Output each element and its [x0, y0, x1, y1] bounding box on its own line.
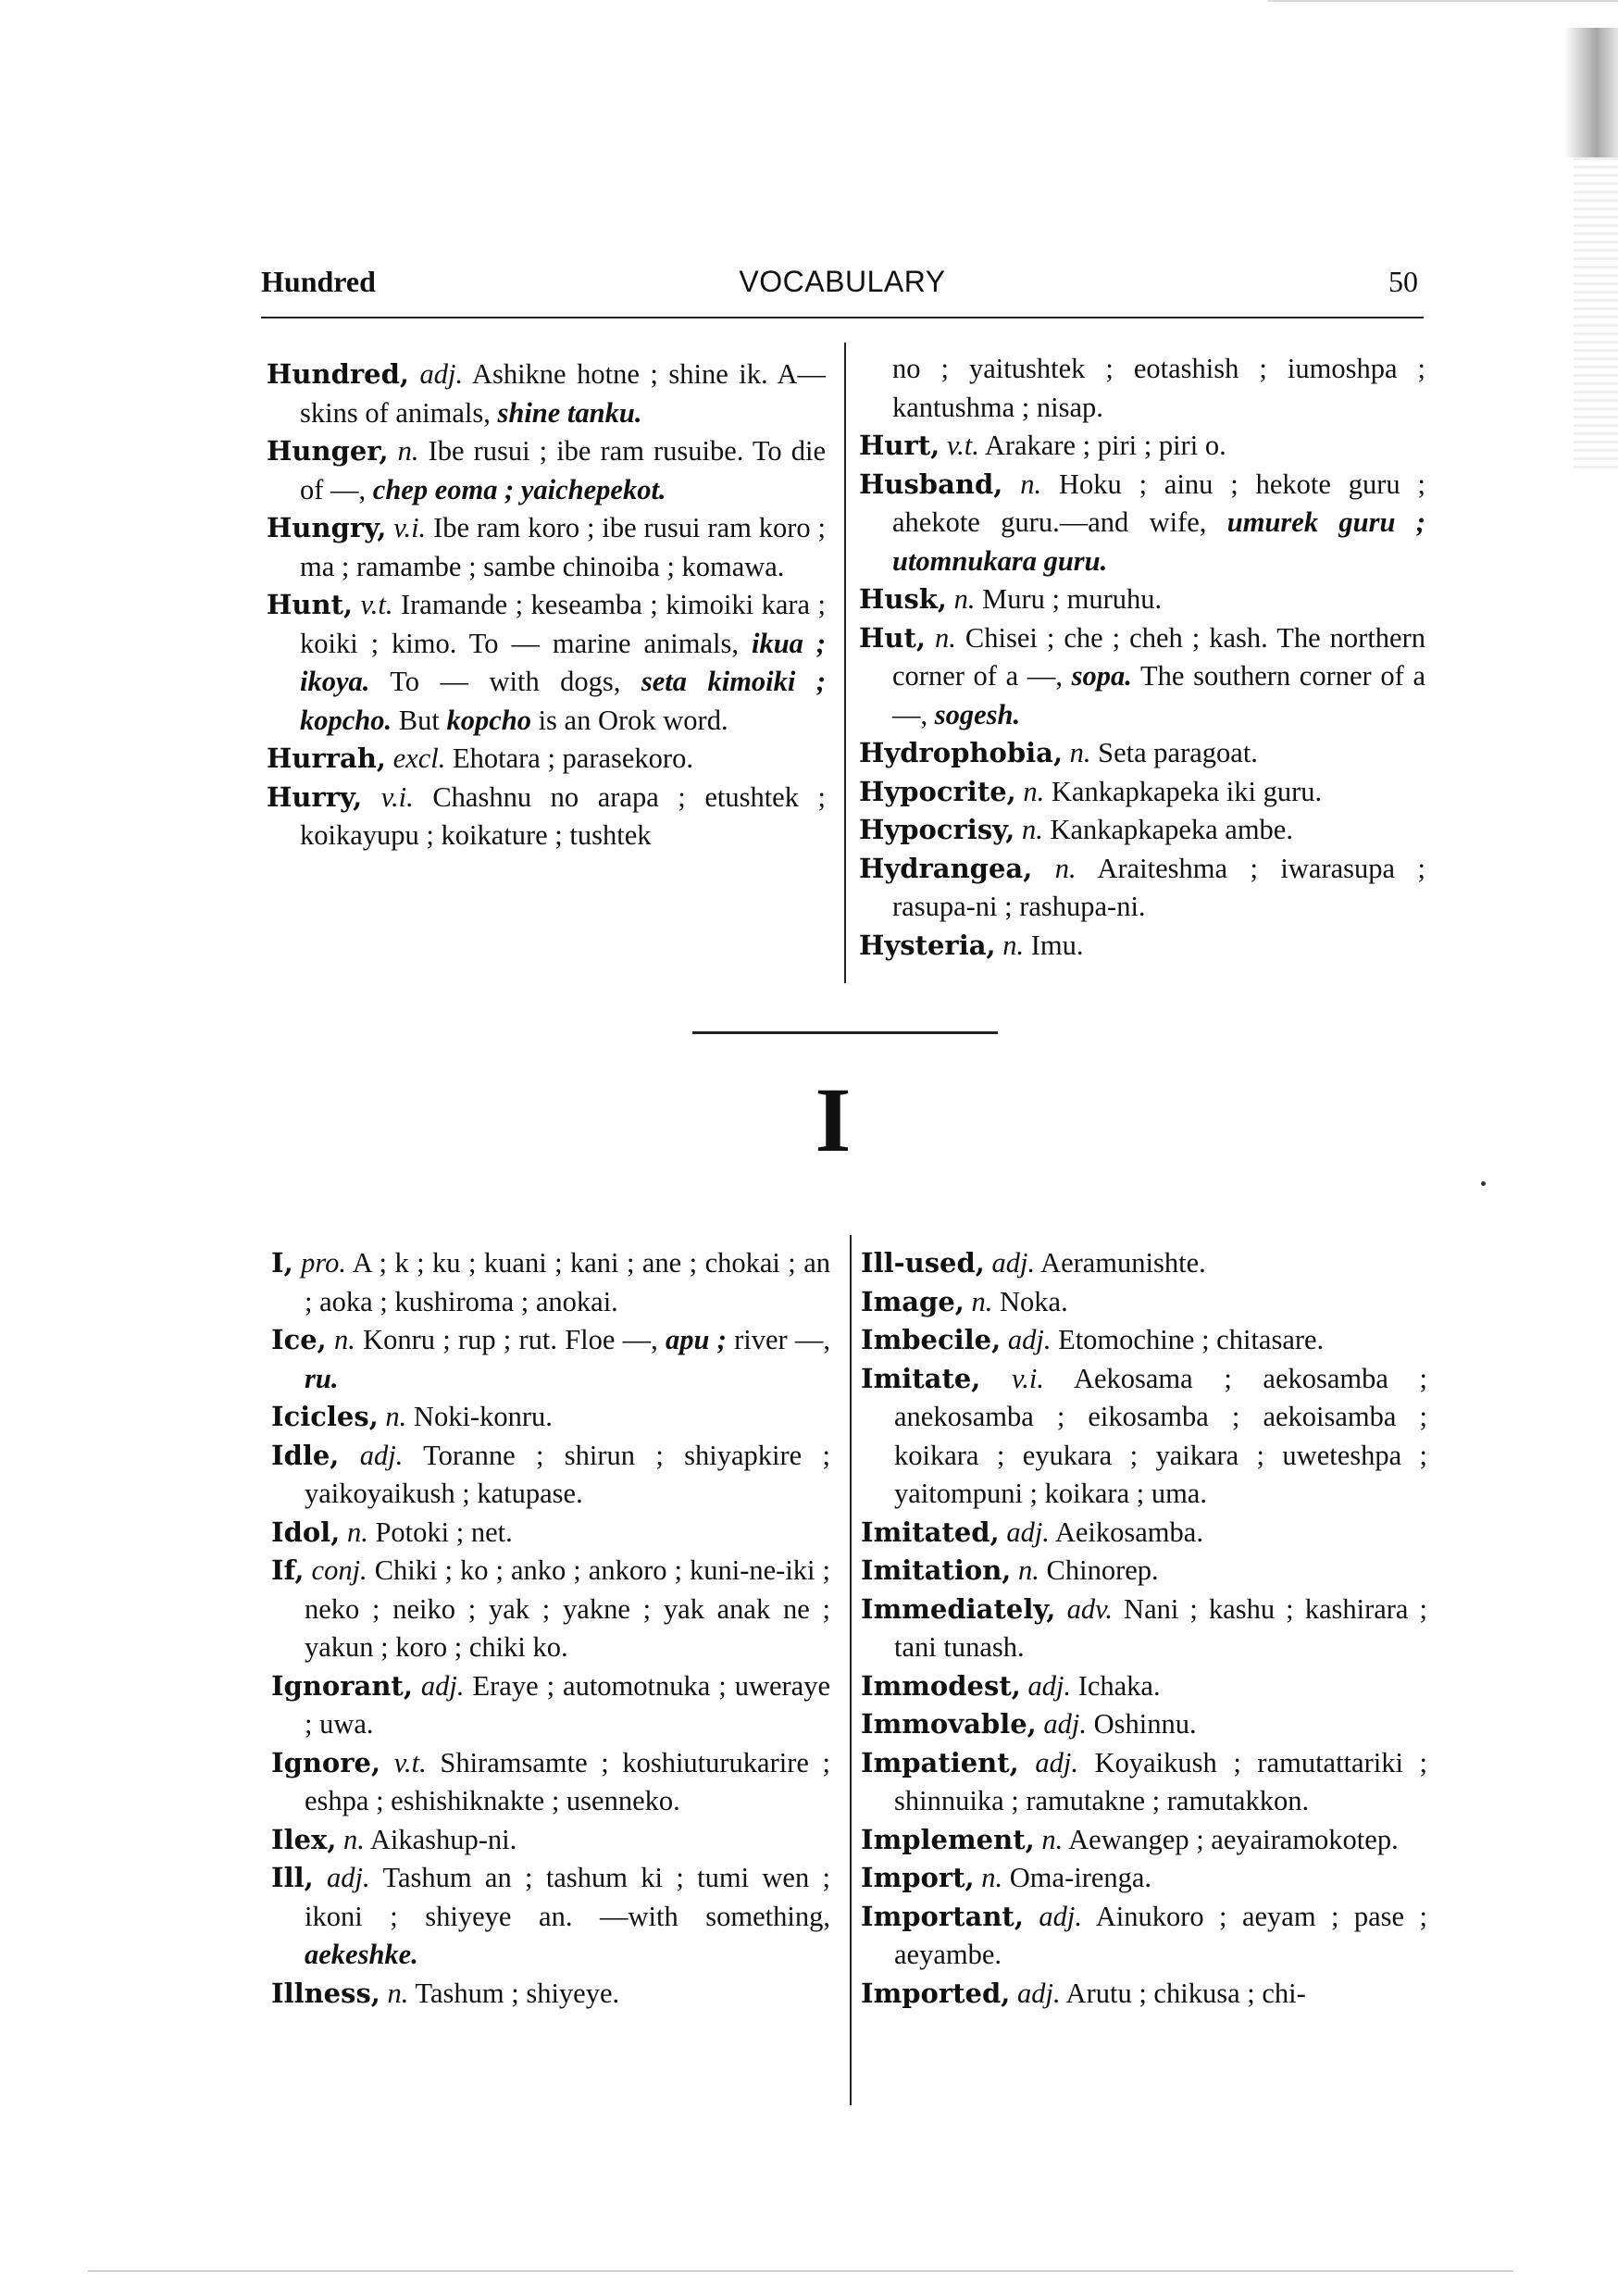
column-divider: [850, 1235, 852, 2105]
entry-text: [1063, 737, 1070, 768]
dictionary-entry: [861, 1552, 1427, 1591]
entry-headword: Hungry,: [267, 512, 387, 543]
entry-headword: Hurrah,: [267, 742, 387, 774]
entry-text: Chiki ; ko ; anko ; ankoro ; kuni-ne-iki ; neko ; neiko ; yak ; yakne ; yak anak ne ; yakun ; koro ; chiki ko.: [305, 1554, 831, 1663]
entry-text: [1032, 853, 1054, 884]
entry-headword: Implement,: [861, 1823, 1035, 1855]
entry-text: Araiteshma ; iwarasupa ; rasupa-ni ; rashupa-ni.: [892, 852, 1425, 922]
entry-part-of-speech: n.: [334, 1324, 355, 1355]
entry-part-of-speech: pro.: [301, 1247, 346, 1279]
entry-headword: Ilex,: [271, 1823, 337, 1855]
scan-bottom-line: [88, 2270, 1513, 2272]
dictionary-entry: [267, 586, 826, 740]
column-3: [271, 1244, 830, 2013]
entry-headword: Imbecile,: [861, 1324, 1002, 1355]
dictionary-entry: [271, 1859, 830, 1975]
dictionary-entry: [861, 1283, 1427, 1322]
entry-text: Chinorep.: [1039, 1554, 1159, 1586]
entry-text: [336, 1824, 343, 1855]
entry-text: Ainukoro ; aeyam ; pase ; aeyambe.: [894, 1900, 1427, 1970]
entry-headword: Husband,: [859, 468, 1003, 500]
running-head-title: VOCABULARY: [739, 265, 946, 298]
entry-headword: Idol,: [271, 1516, 341, 1548]
entry-part-of-speech: conj.: [311, 1554, 367, 1586]
entry-text: Toranne ; shirun ; shiyapkire ; yaikoyaikush ; katupase.: [305, 1439, 831, 1509]
entry-text: Eraye ; automotnuka ; uweraye ; uwa.: [305, 1669, 830, 1740]
entry-part-of-speech: n.: [1002, 929, 1025, 961]
entry-part-of-speech: adj.: [1007, 1324, 1052, 1355]
entry-headword: I,: [271, 1247, 293, 1279]
entry-part-of-speech: v.t.: [393, 1746, 427, 1778]
dictionary-entry: [861, 1591, 1427, 1667]
dictionary-entry: [859, 350, 1425, 427]
entry-headword: Illness,: [271, 1977, 380, 2009]
entry-part-of-speech: n.: [1023, 775, 1045, 807]
entry-text: [327, 1324, 334, 1355]
entry-headword: Important,: [861, 1900, 1024, 1932]
entry-part-of-speech: n.: [1054, 852, 1077, 884]
entry-text: Kankapkapeka ambe.: [1042, 814, 1293, 845]
entry-text: [1002, 468, 1020, 500]
entry-headword: Import,: [861, 1862, 975, 1893]
entry-text: Ashikne hotne ; shine ik. A—skins of animals,: [300, 358, 826, 429]
entry-text: Etomochine ; chitasare.: [1051, 1324, 1325, 1355]
header-rule: [261, 317, 1424, 318]
entry-part-of-speech: n.: [343, 1823, 365, 1855]
dictionary-entry: [859, 427, 1425, 466]
scan-edge-line: [1268, 0, 1618, 2]
entry-part-of-speech: v.t.: [946, 430, 979, 461]
entry-part-of-speech: n.: [971, 1285, 993, 1317]
entry-text: [965, 1286, 972, 1317]
dictionary-entry: [859, 773, 1425, 812]
entry-headword: Ill,: [271, 1862, 314, 1893]
dictionary-entry: [267, 356, 826, 432]
section-letter: I: [815, 1068, 852, 1171]
entry-text: [1010, 1978, 1017, 2009]
entry-part-of-speech: adj.: [420, 1669, 465, 1702]
entry-part-of-speech: n.: [1018, 1554, 1039, 1586]
dictionary-entry: [859, 927, 1425, 966]
entry-ainu-term: chep eoma ; yaichepekot.: [372, 473, 666, 505]
entry-text: [409, 358, 420, 390]
dictionary-entry: [271, 1821, 830, 1860]
entry-ainu-term: sopa.: [1071, 660, 1132, 692]
entry-headword: Impatient,: [861, 1746, 1019, 1778]
dictionary-entry: [861, 1667, 1427, 1706]
entry-headword: Ignore,: [271, 1746, 381, 1778]
entry-text: [1001, 1324, 1008, 1355]
entry-ainu-term: aekeshke.: [305, 1939, 418, 1970]
entry-text: [389, 435, 398, 467]
entry-text: Kankapkapeka iki guru.: [1044, 775, 1323, 807]
entry-part-of-speech: adj.: [1039, 1900, 1082, 1932]
entry-part-of-speech: adj.: [419, 358, 464, 390]
entry-text: Chashnu no arapa ; etushtek ; koikayupu ; koikature ; tushtek: [300, 780, 827, 851]
entry-part-of-speech: n.: [385, 1401, 407, 1432]
dictionary-entry: [861, 1744, 1427, 1821]
dictionary-entry: [861, 1244, 1427, 1283]
entry-text: [340, 1516, 347, 1548]
entry-text: Shiramsamte ; koshiuturukarire ; eshpa ; eshishiknakte ; usenneko.: [305, 1746, 831, 1816]
entry-headword: Ill-used,: [861, 1247, 985, 1279]
entry-text: Imu.: [1024, 929, 1084, 961]
entry-headword: Imitated,: [861, 1516, 1000, 1548]
entry-headword: Hurt,: [859, 430, 940, 461]
entry-text: [1014, 814, 1022, 845]
entry-text: [380, 1747, 394, 1778]
entry-ainu-term: seta kimoiki ; kopcho.: [300, 666, 827, 736]
dictionary-entry: [861, 1975, 1427, 2014]
entry-text: Chisei ; che ; cheh ; kash. The northern corner of a —,: [892, 621, 1425, 692]
dictionary-entry: [859, 734, 1425, 773]
column-4: [861, 1244, 1427, 2013]
dictionary-entry: [861, 1898, 1427, 1975]
entry-headword: Idle,: [271, 1439, 340, 1471]
entry-text: [940, 430, 947, 461]
entry-text: [985, 1247, 992, 1279]
entry-part-of-speech: adj.: [359, 1439, 404, 1471]
dictionary-entry: [271, 1552, 830, 1667]
entry-text: Potoki ; net.: [367, 1516, 513, 1548]
entry-headword: Husk,: [859, 583, 948, 615]
entry-text: Tashum ; shiyeye.: [408, 1977, 620, 2009]
entry-text: Noki-konru.: [406, 1401, 553, 1432]
entry-text: [380, 1978, 388, 2009]
column-2: [859, 350, 1425, 965]
dictionary-entry: [859, 850, 1425, 927]
entry-part-of-speech: adj.: [1035, 1746, 1078, 1778]
scan-edge-speckle: [1574, 157, 1618, 472]
dictionary-entry: [861, 1859, 1427, 1898]
entry-headword: Hypocrisy,: [859, 814, 1015, 845]
entry-text: [1056, 1593, 1067, 1625]
entry-part-of-speech: n.: [1021, 814, 1043, 845]
entry-part-of-speech: adj.: [1006, 1516, 1050, 1548]
dictionary-entry: [861, 1321, 1427, 1360]
entry-text: Oshinnu.: [1087, 1708, 1197, 1740]
entry-text: Muru ; muruhu.: [975, 583, 1163, 615]
entry-text: Seta paragoat.: [1090, 737, 1258, 768]
entry-ainu-term: shine tanku.: [497, 396, 642, 429]
entry-text: Aeikosamba.: [1049, 1516, 1203, 1548]
entry-headword: Immovable,: [861, 1708, 1037, 1740]
entry-headword: Icicles,: [271, 1401, 379, 1432]
entry-text: Ibe rusui ; ibe ram rusuibe. To die of —,: [300, 435, 827, 505]
column-divider: [844, 343, 846, 983]
dictionary-entry: [271, 1398, 830, 1437]
entry-text: [386, 742, 393, 774]
page-number: 50: [1388, 265, 1418, 298]
entry-part-of-speech: v.t.: [360, 589, 393, 620]
dictionary-entry: [859, 619, 1425, 735]
entry-text: [305, 1554, 312, 1586]
entry-ainu-term: ikua ; ikoya.: [300, 627, 827, 697]
entry-text: Noka.: [992, 1285, 1068, 1317]
entry-headword: Hunger,: [267, 435, 389, 467]
entry-part-of-speech: n.: [935, 621, 956, 654]
scan-edge-shadow: [1564, 28, 1618, 157]
entry-text: [1019, 1747, 1036, 1778]
entry-text: Ichaka.: [1071, 1669, 1161, 1702]
entry-text: [293, 1247, 301, 1279]
entry-headword: Imitation,: [861, 1554, 1012, 1586]
entry-part-of-speech: n.: [397, 435, 419, 467]
dictionary-entry: [271, 1667, 830, 1744]
column-1: [267, 356, 826, 855]
dictionary-entry: [859, 811, 1425, 850]
entry-part-of-speech: n.: [1041, 1823, 1064, 1855]
entry-headword: Hunt,: [267, 589, 354, 620]
entry-text: [362, 781, 381, 813]
entry-text: A ; k ; ku ; kuani ; kani ; ane ; chokai ; an ; aoka ; kushiroma ; anokai.: [305, 1247, 831, 1317]
entry-headword: Ice,: [271, 1324, 327, 1355]
running-head: [261, 265, 1424, 306]
dictionary-entry: [267, 779, 826, 855]
entry-headword: Hysteria,: [859, 929, 996, 961]
running-head-guide-word: Hundred: [261, 265, 376, 298]
entry-part-of-speech: v.i.: [1012, 1362, 1045, 1394]
entry-text: [926, 622, 935, 654]
entry-ainu-term: umurek guru ; utomnukara guru.: [892, 506, 1425, 577]
dictionary-entry: [271, 1514, 830, 1553]
entry-headword: Imported,: [861, 1977, 1011, 2009]
entry-text: Nani ; kashu ; kashirara ; tani tunash.: [894, 1592, 1427, 1663]
dictionary-entry: [271, 1437, 830, 1514]
entry-headword: Image,: [861, 1285, 965, 1317]
entry-part-of-speech: v.i.: [380, 780, 414, 813]
entry-text: Arakare ; piri ; piri o.: [978, 430, 1226, 461]
entry-part-of-speech: n.: [346, 1516, 368, 1548]
entry-text: [353, 589, 360, 620]
section-separator-rule: [692, 1031, 998, 1034]
entry-headword: Hydrangea,: [859, 852, 1033, 884]
entry-text: But: [392, 704, 447, 736]
entry-text: [339, 1440, 359, 1471]
entry-text: [947, 583, 954, 615]
entry-text: Tashum an ; tashum ki ; tumi wen ; ikoni ; shiyeye an. —with something,: [305, 1862, 831, 1932]
entry-part-of-speech: adj.: [991, 1247, 1036, 1279]
dictionary-entry: [861, 1705, 1427, 1744]
entry-part-of-speech: adj.: [1043, 1708, 1087, 1740]
dictionary-entry: [271, 1975, 830, 2014]
entry-text: [1011, 1554, 1018, 1586]
entry-text: river —,: [726, 1324, 830, 1355]
entry-headword: Hurry,: [267, 780, 363, 813]
dictionary-entry: [271, 1744, 830, 1821]
dictionary-entry: [267, 509, 826, 586]
entry-text: To — with dogs,: [369, 666, 641, 697]
entry-headword: Imitate,: [861, 1362, 981, 1394]
entry-ainu-term: kopcho: [446, 704, 531, 736]
entry-text: Ehotara ; parasekoro.: [445, 742, 693, 774]
entry-text: [314, 1862, 327, 1893]
entry-text: Iramande ; keseamba ; kimoiki kara ; koiki ; kimo. To — marine animals,: [300, 589, 826, 659]
entry-ainu-term: sogesh.: [934, 698, 1021, 730]
entry-ainu-term: ru.: [305, 1362, 339, 1394]
entry-headword: Hundred,: [267, 358, 409, 390]
entry-part-of-speech: excl.: [392, 742, 446, 774]
entry-text: Hoku ; ainu ; hekote guru ; ahekote guru.—and wife,: [892, 468, 1425, 538]
entry-part-of-speech: adj.: [1027, 1669, 1072, 1702]
dictionary-entry: [271, 1321, 830, 1398]
entry-text: Aikashup-ni.: [364, 1823, 517, 1855]
entry-part-of-speech: adv.: [1066, 1592, 1113, 1625]
dictionary-entry: [271, 1244, 830, 1321]
entry-headword: If,: [271, 1554, 305, 1586]
entry-part-of-speech: n.: [981, 1862, 1003, 1893]
entry-part-of-speech: n.: [1069, 737, 1091, 768]
entry-part-of-speech: n.: [1020, 468, 1042, 500]
dictionary-entry: [861, 1821, 1427, 1860]
dictionary-entry: [267, 740, 826, 779]
entry-text: Oma-irenga.: [1002, 1862, 1152, 1893]
entry-text: Arutu ; chikusa ; chi-: [1060, 1977, 1306, 2009]
entry-part-of-speech: adj.: [1017, 1977, 1061, 2009]
entry-part-of-speech: n.: [953, 583, 976, 615]
entry-text: no ; yaitushtek ; eotashish ; iumoshpa ; kantushma ; nisap.: [892, 353, 1425, 423]
entry-text: Aekosama ; aekosamba ; anekosamba ; eikosamba ; aekoisamba ; koikara ; eyukara ; yaikara ; uweteshpa ; yaitompuni ; koikara ; uma.: [894, 1362, 1427, 1509]
entry-text: [1024, 1901, 1039, 1932]
entry-text: Aewangep ; aeyairamokotep.: [1063, 1823, 1399, 1855]
entry-text: Koyaikush ; ramutattariki ; shinnuika ; ramutakne ; ramutakkon.: [894, 1746, 1428, 1816]
entry-text: Konru ; rup ; rut. Floe —,: [355, 1324, 666, 1355]
dictionary-entry: [859, 466, 1425, 581]
entry-headword: Hut,: [859, 621, 926, 654]
entry-headword: Immodest,: [861, 1669, 1021, 1702]
entry-part-of-speech: v.i.: [393, 512, 427, 543]
entry-text: [413, 1670, 421, 1702]
entry-text: [386, 512, 393, 543]
entry-ainu-term: apu ;: [666, 1324, 727, 1355]
entry-headword: Hydrophobia,: [859, 737, 1064, 768]
entry-text: Ibe ram koro ; ibe rusui ram koro ; ma ; ramambe ; sambe chinoiba ; komawa.: [300, 512, 826, 582]
entry-text: is an Orok word.: [530, 704, 728, 736]
entry-part-of-speech: adj.: [327, 1862, 370, 1893]
entry-text: Aeramunishte.: [1035, 1247, 1206, 1279]
entry-headword: Hypocrite,: [859, 775, 1016, 807]
scan-speck: [1481, 1181, 1486, 1186]
entry-headword: Immediately,: [861, 1592, 1056, 1625]
dictionary-entry: [859, 580, 1425, 619]
dictionary-entry: [861, 1360, 1427, 1514]
entry-text: [980, 1363, 1012, 1394]
dictionary-entry: [861, 1514, 1427, 1553]
entry-part-of-speech: n.: [387, 1977, 409, 2009]
entry-text: The southern corner of a —,: [892, 660, 1425, 730]
entry-headword: Ignorant,: [271, 1669, 413, 1702]
dictionary-entry: [267, 432, 826, 509]
